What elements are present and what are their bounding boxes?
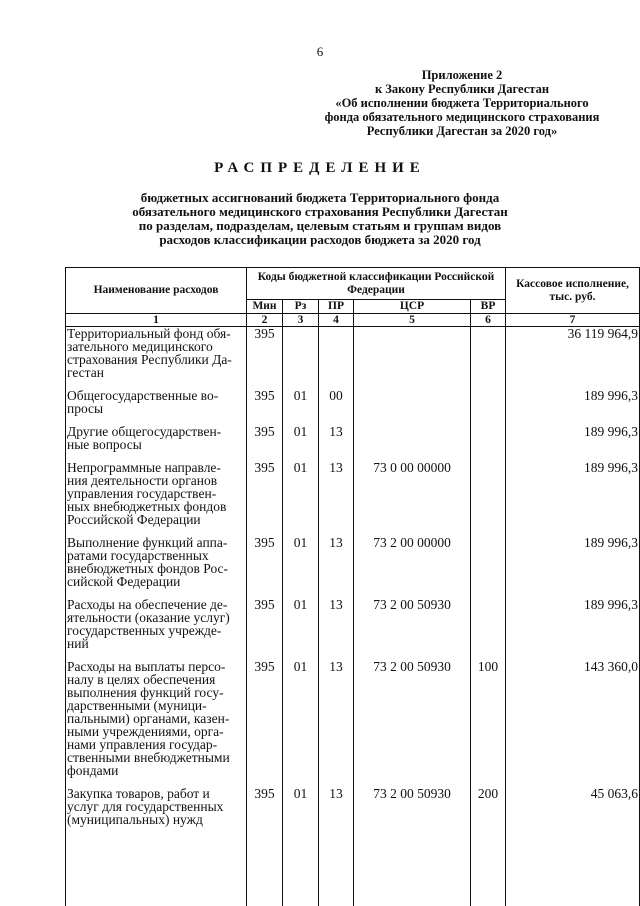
name-line: зательного медицинского [67, 340, 244, 353]
cell-name [66, 787, 247, 906]
appendix-line: к Закону Республики Дагестан [312, 82, 612, 96]
cell-min: 395 [247, 389, 283, 425]
cell-csr [354, 425, 471, 461]
name-line: фондами [67, 764, 244, 777]
column-number: 3 [283, 314, 319, 327]
header-min: Мин [247, 300, 283, 314]
subtitle-line: по разделам, подразделам, целевым статьям и группам видов [0, 219, 640, 233]
table-row [66, 660, 640, 787]
cell-amount: 143 360,0 [506, 660, 640, 787]
name-line: пальными) органами, казен- [67, 712, 244, 725]
header-csr: ЦСР [354, 300, 471, 314]
name-line: страхования Республики Да- [67, 353, 244, 366]
appendix-line: фонда обязательного медицинского страхования [312, 110, 612, 124]
name-line: услуг для государственных [67, 800, 244, 813]
name-line: Расходы на обеспечение де- [67, 598, 244, 611]
header-pr: ПР [319, 300, 354, 314]
cell-min: 395 [247, 787, 283, 906]
cell-vr [471, 327, 506, 390]
name-line: ными учреждениями, орга- [67, 725, 244, 738]
cell-csr [354, 327, 471, 390]
name-line: гестан [67, 366, 244, 379]
cell-rz: 01 [283, 461, 319, 536]
header-amount: Кассовое исполнение, тыс. руб. [506, 268, 640, 314]
appendix-line: Приложение 2 [312, 68, 612, 82]
document-subtitle [0, 191, 640, 247]
cell-amount: 189 996,3 [506, 461, 640, 536]
header-vr: ВР [471, 300, 506, 314]
cell-pr: 13 [319, 536, 354, 598]
subtitle-line: обязательного медицинского страхования Республики Дагестан [0, 205, 640, 219]
cell-pr: 13 [319, 598, 354, 660]
name-line: государственных учрежде- [67, 624, 244, 637]
name-line: внебюджетных фондов Рос- [67, 562, 244, 575]
subtitle-line: бюджетных ассигнований бюджета Территориального фонда [0, 191, 640, 205]
cell-name [66, 660, 247, 787]
cell-csr: 73 2 00 50930 [354, 598, 471, 660]
cell-min: 395 [247, 660, 283, 787]
cell-amount: 45 063,6 [506, 787, 640, 906]
name-line: ния деятельности органов [67, 474, 244, 487]
name-line: ственными внебюджетными [67, 751, 244, 764]
appendix-line: «Об исполнении бюджета Территориального [312, 96, 612, 110]
page-number: 6 [0, 44, 640, 60]
cell-rz: 01 [283, 598, 319, 660]
cell-min: 395 [247, 598, 283, 660]
cell-min: 395 [247, 461, 283, 536]
cell-name [66, 461, 247, 536]
cell-name [66, 536, 247, 598]
cell-pr: 13 [319, 425, 354, 461]
table-row [66, 461, 640, 536]
cell-csr: 73 2 00 00000 [354, 536, 471, 598]
column-number: 7 [506, 314, 640, 327]
cell-amount: 189 996,3 [506, 598, 640, 660]
name-line: ратами государственных [67, 549, 244, 562]
cell-csr: 73 2 00 50930 [354, 660, 471, 787]
budget-table [65, 267, 640, 906]
table-row [66, 425, 640, 461]
cell-min: 395 [247, 536, 283, 598]
name-line: Расходы на выплаты персо- [67, 660, 244, 673]
cell-csr: 73 2 00 50930 [354, 787, 471, 906]
column-number: 4 [319, 314, 354, 327]
table-row [66, 389, 640, 425]
cell-vr [471, 536, 506, 598]
cell-min: 395 [247, 327, 283, 390]
cell-rz: 01 [283, 536, 319, 598]
table-row [66, 598, 640, 660]
name-line: Российской Федерации [67, 513, 244, 526]
cell-rz: 01 [283, 425, 319, 461]
cell-pr: 00 [319, 389, 354, 425]
column-number: 1 [66, 314, 247, 327]
table-row [66, 536, 640, 598]
name-line: нами управления государ- [67, 738, 244, 751]
cell-vr: 200 [471, 787, 506, 906]
name-line: сийской Федерации [67, 575, 244, 588]
name-line: Другие общегосударствен- [67, 425, 244, 438]
cell-name [66, 598, 247, 660]
appendix-header [312, 68, 612, 138]
name-line: выполнения функций госу- [67, 686, 244, 699]
name-line: Территориальный фонд обя- [67, 327, 244, 340]
name-line: Общегосударственные во- [67, 389, 244, 402]
cell-rz [283, 327, 319, 390]
cell-name [66, 425, 247, 461]
cell-pr: 13 [319, 660, 354, 787]
cell-pr: 13 [319, 461, 354, 536]
cell-vr [471, 461, 506, 536]
name-line: ний [67, 637, 244, 650]
name-line: просы [67, 402, 244, 415]
name-line: налу в целях обеспечения [67, 673, 244, 686]
cell-rz: 01 [283, 389, 319, 425]
column-number: 6 [471, 314, 506, 327]
cell-name [66, 389, 247, 425]
column-number: 5 [354, 314, 471, 327]
name-line: ные вопросы [67, 438, 244, 451]
cell-rz: 01 [283, 787, 319, 906]
cell-csr: 73 0 00 00000 [354, 461, 471, 536]
appendix-line: Республики Дагестан за 2020 год» [312, 124, 612, 138]
name-line: Выполнение функций аппа- [67, 536, 244, 549]
name-line: ятельности (оказание услуг) [67, 611, 244, 624]
cell-name [66, 327, 247, 390]
subtitle-line: расходов классификации расходов бюджета за 2020 год [0, 233, 640, 247]
name-line: управления государствен- [67, 487, 244, 500]
cell-vr [471, 389, 506, 425]
cell-pr: 13 [319, 787, 354, 906]
name-line: (муниципальных) нужд [67, 813, 244, 826]
column-number: 2 [247, 314, 283, 327]
cell-vr: 100 [471, 660, 506, 787]
cell-csr [354, 389, 471, 425]
table-row [66, 327, 640, 390]
name-line: дарственными (муници- [67, 699, 244, 712]
name-line: Непрограммные направле- [67, 461, 244, 474]
header-name: Наименование расходов [66, 268, 247, 314]
cell-amount: 189 996,3 [506, 536, 640, 598]
document-title: РАСПРЕДЕЛЕНИЕ [0, 160, 640, 177]
name-line: Закупка товаров, работ и [67, 787, 244, 800]
header-rz: Рз [283, 300, 319, 314]
header-codes-group: Коды бюджетной классификации Российской Федерации [247, 268, 506, 300]
cell-amount: 36 119 964,9 [506, 327, 640, 390]
cell-amount: 189 996,3 [506, 389, 640, 425]
cell-pr [319, 327, 354, 390]
cell-vr [471, 598, 506, 660]
table-body [66, 327, 640, 906]
cell-min: 395 [247, 425, 283, 461]
cell-rz: 01 [283, 660, 319, 787]
cell-vr [471, 425, 506, 461]
name-line: ных внебюджетных фондов [67, 500, 244, 513]
table-row [66, 787, 640, 906]
cell-amount: 189 996,3 [506, 425, 640, 461]
